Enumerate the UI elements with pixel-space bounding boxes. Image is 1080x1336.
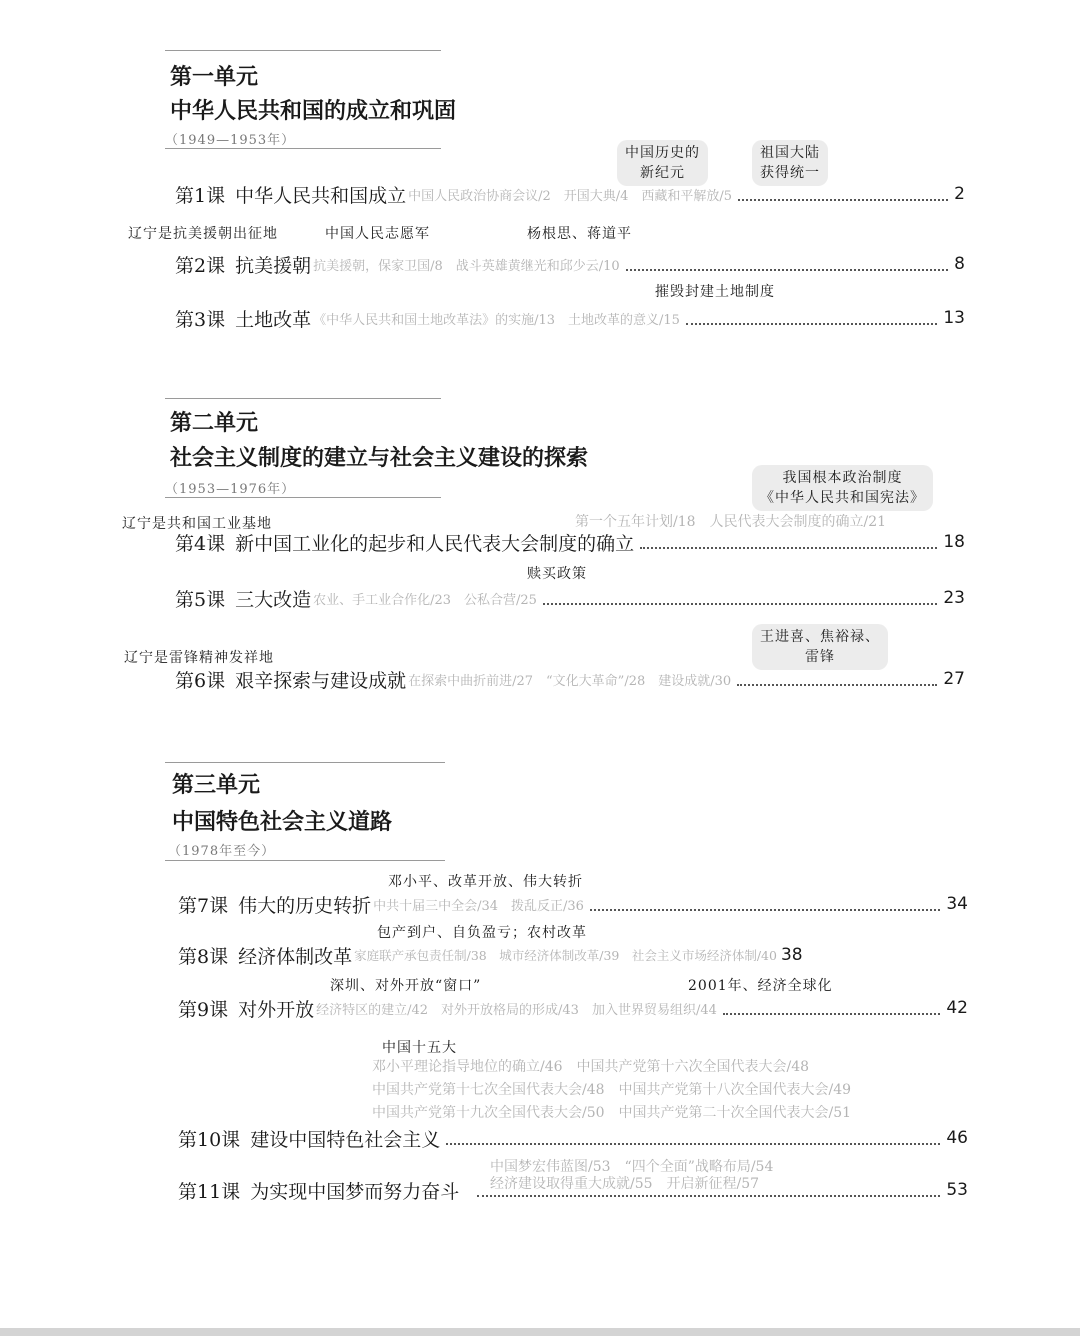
unit2-bottom-rule	[165, 497, 441, 498]
unit3-top-rule	[165, 762, 445, 763]
leader-dots	[686, 323, 937, 325]
lesson-title: 为实现中国梦而努力奋斗	[250, 1180, 460, 1203]
unit3-years: （1978年至今）	[168, 844, 276, 859]
page-number: 34	[946, 894, 968, 914]
unit2-top-rule	[165, 398, 441, 399]
lesson-number: 第10课	[178, 1128, 241, 1151]
leader-dots	[446, 1143, 940, 1145]
leader-dots	[543, 603, 937, 605]
note-lesson10-15th-congress: 中国十五大	[382, 1040, 457, 1056]
unit3-bottom-rule	[165, 860, 445, 861]
note-lesson4-constitution: 我国根本政治制度 《中华人民共和国宪法》	[752, 465, 933, 511]
page-number: 18	[943, 532, 965, 552]
unit2-years: （1953—1976年）	[165, 482, 296, 497]
lesson-title: 对外开放	[238, 998, 315, 1021]
leader-dots	[737, 684, 937, 686]
lesson-title: 伟大的历史转折	[238, 894, 372, 917]
lesson-row-8[interactable]	[178, 941, 968, 969]
lesson-row-9[interactable]	[178, 994, 968, 1022]
unit2-label: 第二单元	[170, 410, 259, 436]
page-bottom-edge	[0, 1328, 1080, 1336]
lesson-row-4[interactable]	[175, 528, 965, 556]
lesson-subtopics: 在探索中曲折前进/27 “文化大革命”/28 建设成就/30	[408, 673, 732, 689]
leader-dots	[477, 1195, 940, 1197]
lesson-row-1[interactable]	[175, 180, 965, 208]
note-lesson2-volunteers: 中国人民志愿军	[325, 226, 430, 242]
lesson-title: 三大改造	[235, 588, 312, 611]
lesson-subtopics: 农业、手工业合作化/23 公私合营/25	[313, 592, 537, 608]
lesson-row-10[interactable]	[178, 1124, 968, 1152]
note-lesson6-models: 王进喜、焦裕禄、 雷锋	[752, 624, 888, 670]
note-lesson5-buyout: 赎买政策	[527, 566, 587, 582]
note-lesson4-liaoning: 辽宁是共和国工业基地	[122, 516, 272, 532]
lesson-row-3[interactable]	[175, 304, 965, 332]
lesson10-subtopics-line3: 中国共产党第十九次全国代表大会/50 中国共产党第二十次全国代表大会/51	[372, 1105, 852, 1121]
lesson-subtopics: 经济特区的建立/42 对外开放格局的形成/43 加入世界贸易组织/44	[316, 1002, 717, 1018]
lesson-number: 第7课	[178, 894, 229, 917]
leader-dots	[590, 909, 940, 911]
unit3-label: 第三单元	[172, 772, 261, 798]
page-number: 8	[954, 254, 965, 274]
lesson-row-5[interactable]	[175, 584, 965, 612]
lesson-number: 第3课	[175, 308, 226, 331]
lesson-subtopics: 家庭联产承包责任制/38 城市经济体制改革/39 社会主义市场经济体制/40	[354, 948, 777, 963]
lesson-number: 第9课	[178, 998, 229, 1021]
lesson10-subtopics-line1: 邓小平理论指导地位的确立/46 中国共产党第十六次全国代表大会/48	[372, 1059, 810, 1075]
lesson-row-7[interactable]	[178, 890, 968, 918]
note-lesson7-turning-point: 邓小平、改革开放、伟大转折	[388, 874, 583, 890]
note-lesson9-wto: 2001年、经济全球化	[688, 978, 833, 994]
note-lesson2-heroes: 杨根思、蒋道平	[527, 226, 632, 242]
page-number: 42	[946, 998, 968, 1018]
unit1-bottom-rule	[165, 148, 441, 149]
page-number: 23	[943, 588, 965, 608]
lesson-row-2[interactable]	[175, 250, 965, 278]
leader-dots	[723, 1013, 940, 1015]
page-number: 46	[946, 1128, 968, 1148]
unit1-title: 中华人民共和国的成立和巩固	[170, 98, 457, 124]
page-number: 53	[946, 1180, 968, 1200]
page-number: 2	[954, 184, 965, 204]
lesson11-subtopics-line2: 经济建设取得重大成就/55 开启新征程/57	[490, 1176, 760, 1192]
leader-dots	[626, 269, 948, 271]
lesson-number: 第2课	[175, 254, 226, 277]
unit3-title: 中国特色社会主义道路	[172, 809, 393, 835]
lesson-number: 第8课	[178, 945, 229, 968]
lesson-number: 第1课	[175, 184, 226, 207]
lesson4-subtopics: 第一个五年计划/18 人民代表大会制度的确立/21	[575, 514, 887, 530]
note-lesson2-liaoning: 辽宁是抗美援朝出征地	[128, 226, 278, 242]
note-lesson3-feudal: 摧毁封建土地制度	[655, 284, 775, 300]
note-lesson6-liaoning: 辽宁是雷锋精神发祥地	[124, 650, 274, 666]
leader-dots	[640, 547, 937, 549]
lesson-title: 艰辛探索与建设成就	[235, 669, 407, 692]
lesson-title: 中华人民共和国成立	[235, 184, 407, 207]
unit2-title: 社会主义制度的建立与社会主义建设的探索	[170, 445, 589, 471]
lesson-number: 第6课	[175, 669, 226, 692]
lesson-subtopics: 中国人民政治协商会议/2 开国大典/4 西藏和平解放/5	[408, 188, 733, 204]
leader-dots	[738, 199, 948, 201]
lesson-title: 土地改革	[235, 308, 312, 331]
lesson10-subtopics-line2: 中国共产党第十七次全国代表大会/48 中国共产党第十八次全国代表大会/49	[372, 1082, 852, 1098]
lesson-title: 建设中国特色社会主义	[250, 1128, 441, 1151]
lesson11-subtopics-line1: 中国梦宏伟蓝图/53 “四个全面”战略布局/54	[490, 1159, 774, 1175]
note-lesson1-new-era: 中国历史的 新纪元	[617, 140, 708, 186]
lesson-title: 抗美援朝	[235, 254, 312, 277]
note-lesson8-rural-reform: 包产到户、自负盈亏；农村改革	[377, 925, 587, 941]
lesson-subtopics: 中共十届三中全会/34 拨乱反正/36	[373, 898, 584, 914]
page-number: 13	[943, 308, 965, 328]
lesson-number: 第5课	[175, 588, 226, 611]
page-number: 38	[780, 945, 803, 965]
note-lesson1-unification: 祖国大陆 获得统一	[752, 140, 828, 186]
unit1-label: 第一单元	[170, 64, 259, 90]
page-number: 27	[943, 669, 965, 689]
lesson-title: 新中国工业化的起步和人民代表大会制度的确立	[235, 532, 635, 555]
unit1-top-rule	[165, 50, 441, 51]
note-lesson9-shenzhen: 深圳、对外开放“窗口”	[330, 978, 482, 994]
lesson-subtopics: 《中华人民共和国土地改革法》的实施/13 土地改革的意义/15	[313, 312, 680, 328]
lesson-title: 经济体制改革	[238, 945, 353, 968]
lesson-subtopics: 抗美援朝，保家卫国/8 战斗英雄黄继光和邱少云/10	[313, 258, 620, 274]
lesson-row-6[interactable]	[175, 665, 965, 693]
lesson-number: 第4课	[175, 532, 226, 555]
lesson-row-11[interactable]	[178, 1176, 968, 1204]
lesson-number: 第11课	[178, 1180, 241, 1203]
unit1-years: （1949—1953年）	[165, 133, 296, 148]
